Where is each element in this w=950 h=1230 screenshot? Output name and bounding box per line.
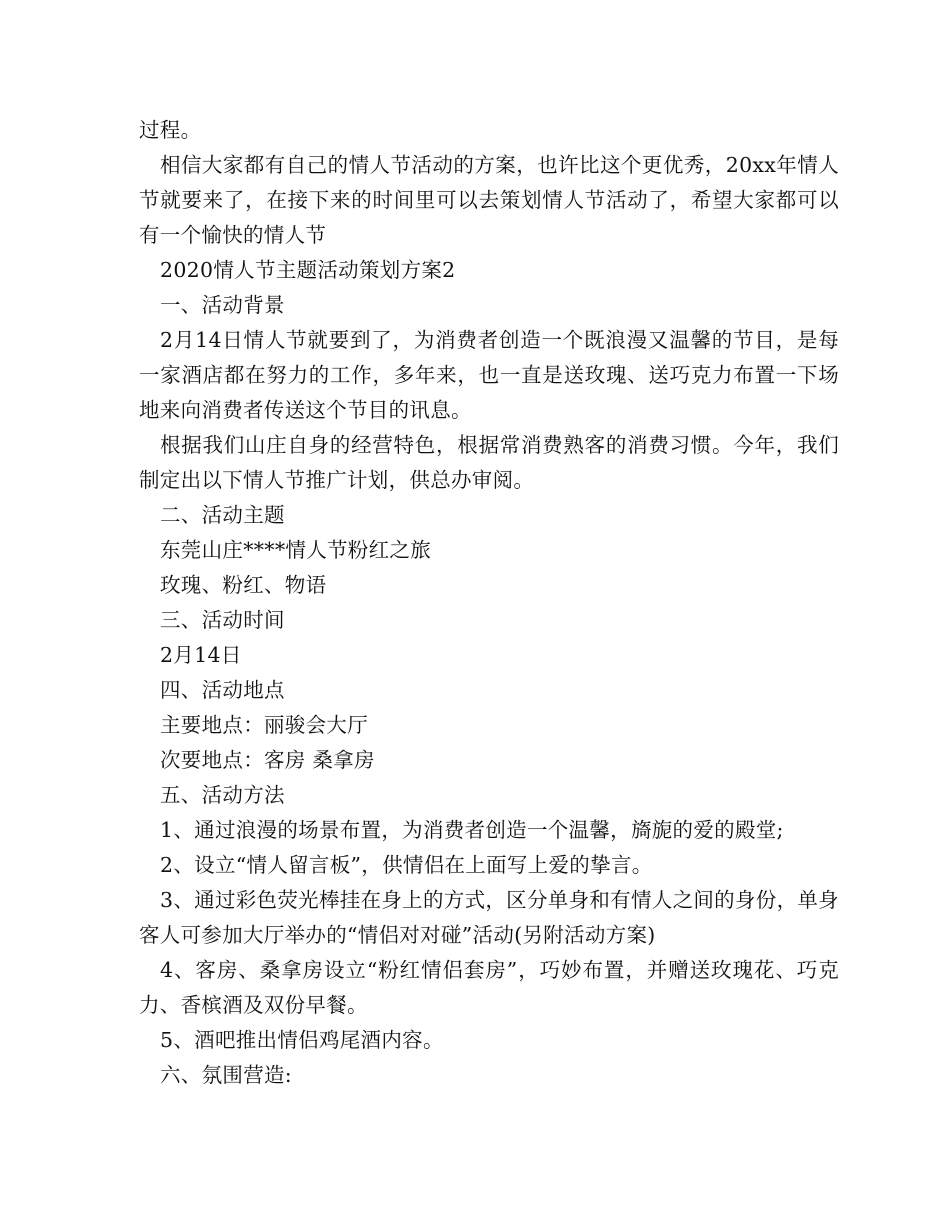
heading-location: 四、活动地点: [160, 678, 285, 702]
theme-line-1: 东莞山庄****情人节粉红之旅: [160, 538, 431, 562]
paragraph-plan: 根据我们山庄自身的经营特色，根据常消费熟客的消费习惯。今年，我们制定出以下情人节推广计划，供总办审阅。: [139, 433, 839, 492]
heading-atmosphere: 六、氛围营造:: [160, 1063, 293, 1087]
time-value: 2月14日: [160, 643, 242, 667]
heading-background: 一、活动背景: [160, 293, 285, 317]
heading-methods: 五、活动方法: [160, 783, 285, 807]
heading-time: 三、活动时间: [160, 608, 285, 632]
document-body: [139, 113, 839, 1093]
method-item-3: 3、通过彩色荧光棒挂在身上的方式，区分单身和有情人之间的身份，单身客人可参加大厅举办的“情侣对对碰”活动(另附活动方案): [139, 888, 839, 947]
section-title: 2020情人节主题活动策划方案2: [160, 258, 456, 282]
method-item-1: 1、通过浪漫的场景布置，为消费者创造一个温馨，旖旎的爱的殿堂;: [160, 818, 784, 842]
location-primary: 主要地点：丽骏会大厅: [160, 713, 368, 737]
paragraph-continuation: 过程。: [139, 118, 202, 142]
method-item-2: 2、设立“情人留言板”，供情侣在上面写上爱的挚言。: [160, 853, 653, 877]
paragraph-background: 2月14日情人节就要到了，为消费者创造一个既浪漫又温馨的节目，是每一家酒店都在努力的工作，多年来，也一直是送玫瑰、送巧克力布置一下场地来向消费者传送这个节目的讯息。: [139, 328, 839, 422]
heading-theme: 二、活动主题: [160, 503, 285, 527]
paragraph-intro: 相信大家都有自己的情人节活动的方案，也许比这个更优秀，20xx年情人节就要来了，在接下来的时间里可以去策划情人节活动了，希望大家都可以有一个愉快的情人节: [139, 153, 839, 247]
method-item-4: 4、客房、桑拿房设立“粉红情侣套房”，巧妙布置，并赠送玫瑰花、巧克力、香槟酒及双份早餐。: [139, 958, 839, 1017]
method-item-5: 5、酒吧推出情侣鸡尾酒内容。: [160, 1028, 444, 1052]
location-secondary: 次要地点：客房 桑拿房: [160, 748, 375, 772]
theme-line-2: 玫瑰、粉红、物语: [160, 573, 327, 597]
